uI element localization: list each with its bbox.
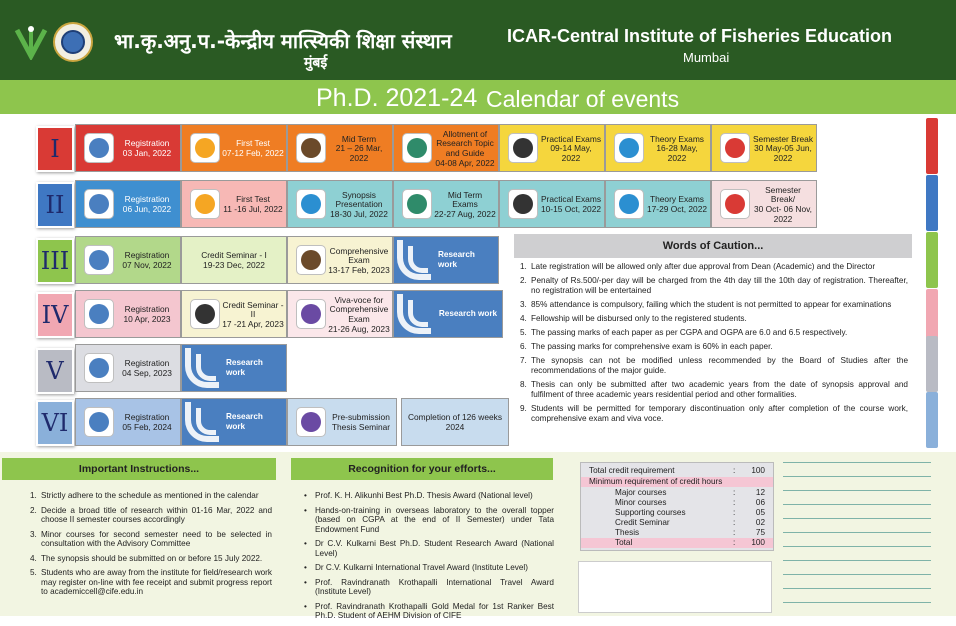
list-item: • Prof. Ravindranath Krothapalli International Travel Award (Institute Level) bbox=[304, 577, 554, 596]
list-item: 9. Students will be permitted for temporary discontinuation only after completion of the course work, comprehensive exam and viva voce. bbox=[520, 404, 908, 423]
event-date: 11 -16 Jul, 2022 bbox=[223, 204, 283, 214]
event-cell bbox=[499, 124, 605, 172]
list-item: 1. Late registration will be allowed only after due approval from Dean (Academic) and the Director bbox=[520, 262, 876, 271]
group-icon bbox=[296, 407, 326, 437]
event-date: 2024 bbox=[445, 422, 465, 432]
note-line bbox=[783, 602, 931, 603]
event-label: Registration bbox=[124, 194, 170, 205]
english-title: ICAR-Central Institute of Fisheries Education bbox=[507, 26, 893, 46]
recognition-list bbox=[304, 491, 554, 626]
registration-icon bbox=[84, 133, 114, 163]
recognition-heading: Recognition for your efforts... bbox=[291, 458, 553, 480]
program-title: Ph.D. 2021-24 bbox=[316, 84, 478, 112]
event-label: Mid Term Exams bbox=[447, 189, 483, 210]
research-work-cell bbox=[181, 398, 287, 446]
event-cell bbox=[287, 398, 397, 446]
event-date: 04 Sep, 2023 bbox=[122, 368, 172, 378]
event-date: 22-27 Aug, 2022 bbox=[434, 208, 496, 219]
event-label: Registration bbox=[124, 412, 170, 423]
event-date: 07 Nov, 2022 bbox=[122, 260, 172, 270]
list-item: • Hands-on-training in overseas laboratory to the overall topper (based on CGPA at the end of II Semester) under Tata Endowment Fund bbox=[304, 505, 554, 534]
event-date: 10-15 Oct, 2022 bbox=[540, 204, 602, 214]
event-cell bbox=[75, 124, 181, 172]
exam-person-icon bbox=[296, 133, 326, 163]
event-label: Theory Exams bbox=[650, 133, 704, 144]
seminar-icon bbox=[190, 299, 220, 329]
event-label: Comprehensive Exam bbox=[329, 245, 389, 266]
research-work-cell bbox=[181, 344, 287, 392]
table-row: Thesis : 75 bbox=[615, 528, 765, 537]
semester-numeral: II bbox=[36, 182, 74, 228]
instructions-list bbox=[30, 491, 272, 602]
event-date: 17-29 Oct, 2022 bbox=[646, 204, 708, 214]
event-cell bbox=[75, 398, 181, 446]
note-line bbox=[783, 560, 931, 561]
event-date: 03 Jan, 2022 bbox=[122, 148, 172, 158]
event-label: Credit Seminar - II bbox=[222, 299, 284, 320]
event-cell bbox=[181, 236, 287, 284]
english-city: Mumbai bbox=[683, 50, 730, 65]
research-work-cell bbox=[393, 290, 503, 338]
list-item: 1. Strictly adhere to the schedule as mentioned in the calendar bbox=[30, 491, 259, 500]
event-date: 19-23 Dec, 2022 bbox=[203, 260, 265, 270]
event-cell bbox=[711, 180, 817, 228]
list-item: • Prof. Ravindranath Krothapalli Gold Medal for 1st Ranker Best Ph.D. Student of AEHM Division of CIFE bbox=[304, 601, 554, 620]
event-date: 30 May-05 Jun, 2022 bbox=[754, 143, 812, 163]
event-label: Registration bbox=[124, 138, 170, 149]
event-cell bbox=[605, 180, 711, 228]
exam-paper-icon bbox=[614, 189, 644, 219]
hindi-title: भा.कृ.अनु.प.-केन्द्रीय मात्स्यिकी शिक्षा संस्थान bbox=[114, 29, 452, 53]
hindi-city: मुंबई bbox=[304, 55, 328, 71]
event-label: Theory Exams bbox=[650, 194, 704, 205]
list-item: 3. Minor courses for second semester need to be selected in consultation with the Advisory Committee bbox=[30, 529, 272, 548]
table-row: Total credit requirement : 100 bbox=[589, 466, 765, 475]
semester-numeral: I bbox=[36, 126, 74, 172]
event-label: Research work bbox=[438, 309, 498, 319]
event-label: First Test bbox=[236, 138, 270, 149]
event-date: 18-30 Jul, 2022 bbox=[330, 208, 388, 219]
event-label: Semester Break bbox=[752, 133, 814, 144]
event-date: 21-26 Aug, 2023 bbox=[328, 323, 390, 334]
side-tab bbox=[926, 392, 938, 448]
side-tab bbox=[926, 175, 938, 231]
event-cell bbox=[75, 236, 181, 284]
calendar-subtitle: Calendar of events bbox=[486, 86, 680, 112]
event-date: 21 – 26 Mar, 2022 bbox=[335, 143, 383, 163]
event-cell bbox=[181, 124, 287, 172]
event-label: Pre-submission Thesis Seminar bbox=[331, 412, 391, 432]
cife-logo-icon bbox=[53, 22, 93, 62]
registration-icon bbox=[84, 189, 114, 219]
pencil-icon bbox=[190, 189, 220, 219]
event-label: Viva-voce for Comprehensive Exam bbox=[329, 294, 389, 324]
document-icon bbox=[402, 133, 432, 163]
event-label: Research work bbox=[438, 250, 475, 269]
semester-numeral: III bbox=[36, 238, 74, 284]
event-date: 09-14 May, 2022 bbox=[550, 143, 592, 163]
event-label: Practical Exams bbox=[540, 133, 602, 144]
list-item: 4. Fellowship will be disbursed only to the registered students. bbox=[520, 314, 747, 323]
event-label: Registration bbox=[124, 250, 170, 261]
document-icon bbox=[402, 189, 432, 219]
event-date: 10 Apr, 2023 bbox=[123, 314, 171, 324]
list-item: 2. Decide a broad title of research within 01-16 Mar, 2022 and choose II semester courses accordingly bbox=[30, 505, 272, 524]
event-label: Credit Seminar - I bbox=[201, 250, 267, 261]
event-cell bbox=[75, 180, 181, 228]
table-row: Total : 100 bbox=[581, 538, 773, 548]
semester-numeral: VI bbox=[36, 400, 74, 446]
registration-icon bbox=[84, 245, 114, 275]
table-row: Credit Seminar : 02 bbox=[615, 518, 765, 527]
table-row: Minimum requirement of credit hours bbox=[581, 477, 773, 487]
headphones-icon bbox=[720, 133, 750, 163]
list-item: • Dr C.V. Kulkarni International Travel Award (Institute Level) bbox=[304, 563, 528, 572]
event-label: Semester Break/ bbox=[765, 184, 801, 205]
table-row: Major courses : 12 bbox=[615, 488, 765, 497]
event-label: Registration bbox=[124, 358, 170, 369]
semester-numeral: V bbox=[36, 348, 74, 394]
group-icon bbox=[296, 299, 326, 329]
headphones-icon bbox=[720, 189, 750, 219]
semester-numeral: IV bbox=[36, 292, 74, 338]
event-cell bbox=[287, 124, 393, 172]
registration-icon bbox=[84, 407, 114, 437]
note-line bbox=[783, 518, 931, 519]
caution-list bbox=[520, 262, 908, 428]
event-cell bbox=[75, 344, 181, 392]
caution-heading: Words of Caution... bbox=[514, 234, 912, 258]
exam-person-icon bbox=[296, 245, 326, 275]
credit-table bbox=[580, 462, 774, 551]
event-cell bbox=[401, 398, 509, 446]
event-cell bbox=[393, 180, 499, 228]
event-date: 16-28 May, 2022 bbox=[656, 143, 698, 163]
research-work-cell bbox=[393, 236, 499, 284]
registration-icon bbox=[84, 299, 114, 329]
note-line bbox=[783, 546, 931, 547]
presentation-icon bbox=[296, 189, 326, 219]
microscope-icon bbox=[508, 189, 538, 219]
note-line bbox=[783, 490, 931, 491]
event-label: First Test bbox=[236, 194, 270, 205]
event-cell bbox=[393, 124, 499, 172]
event-cell bbox=[711, 124, 817, 172]
event-date: 05 Feb, 2024 bbox=[122, 422, 172, 432]
event-cell bbox=[499, 180, 605, 228]
list-item: 5. The passing marks of each paper as per CGPA and OGPA are 6.0 and 6.5 respectively. bbox=[520, 328, 848, 337]
microscope-icon bbox=[508, 133, 538, 163]
icar-logo-icon bbox=[14, 24, 48, 60]
event-date: 30 Oct- 06 Nov, 2022 bbox=[753, 204, 813, 224]
event-cell bbox=[605, 124, 711, 172]
list-item: 3. 85% attendance is compulsory, failing which the student is not permitted to appear for examinations bbox=[520, 300, 892, 309]
table-row: Supporting courses : 05 bbox=[615, 508, 765, 517]
note-line bbox=[783, 504, 931, 505]
list-item: 4. The synopsis should be submitted on or before 15 July 2022. bbox=[30, 553, 263, 563]
event-label: Completion of 126 weeks bbox=[407, 412, 503, 423]
event-date: 07-12 Feb, 2022 bbox=[222, 148, 284, 158]
notes-box bbox=[578, 561, 772, 613]
list-item: 5. Students who are away from the institute for field/research work may register on-line with fee receipt and submit progress report to academiccell@cife.edu.in bbox=[30, 568, 272, 596]
event-date: 17 -21 Apr, 2023 bbox=[222, 318, 284, 329]
list-item: • Prof. K. H. Alikunhi Best Ph.D. Thesis Award (National level) bbox=[304, 491, 533, 500]
registration-icon bbox=[84, 353, 114, 383]
event-date: 13-17 Feb, 2023 bbox=[328, 264, 390, 275]
exam-paper-icon bbox=[614, 133, 644, 163]
instructions-heading: Important Instructions... bbox=[2, 458, 276, 480]
event-label: Research work bbox=[226, 358, 263, 377]
event-date: 06 Jun, 2022 bbox=[122, 204, 172, 214]
side-tab bbox=[926, 118, 938, 174]
title-band bbox=[0, 80, 956, 114]
list-item: • Dr C.V. Kulkarni Best Ph.D. Student Research Award (National Level) bbox=[304, 539, 554, 558]
list-item: 8. Thesis can only be submitted after two academic years from the date of synopsis approval and fulfilment of three academic years residential period and other formalities. bbox=[520, 380, 908, 399]
event-label: Practical Exams bbox=[540, 194, 602, 205]
event-label: Mid Term bbox=[341, 133, 377, 144]
side-tab bbox=[926, 232, 938, 288]
event-date: 04-08 Apr, 2022 bbox=[435, 157, 495, 168]
table-row: Minor courses : 06 bbox=[615, 498, 765, 507]
event-label: Registration bbox=[124, 304, 170, 315]
event-cell bbox=[287, 236, 393, 284]
list-item: 6. The passing marks for comprehensive exam is 60% in each paper. bbox=[520, 342, 773, 351]
event-cell bbox=[75, 290, 181, 338]
event-cell bbox=[287, 290, 393, 338]
side-tab bbox=[926, 336, 938, 392]
note-line bbox=[783, 532, 931, 533]
note-line bbox=[783, 476, 931, 477]
event-cell bbox=[181, 180, 287, 228]
event-label: Research work bbox=[226, 412, 263, 431]
event-label: Allotment of Research Topic and Guide bbox=[436, 128, 494, 158]
event-cell bbox=[287, 180, 393, 228]
list-item: 7. The synopsis can not be modified unless recommended by the Board of Studies after the recommendations of the major guide. bbox=[520, 356, 908, 375]
pencil-icon bbox=[190, 133, 220, 163]
note-line bbox=[783, 462, 931, 463]
note-line bbox=[783, 574, 931, 575]
event-cell bbox=[181, 290, 287, 338]
list-item: 2. Penalty of Rs.500/-per day will be charged from the 4th day till the 10th day of registration. Thereafter, no registration will be entertained bbox=[520, 276, 908, 295]
event-label: Synopsis Presentation bbox=[335, 189, 383, 210]
note-line bbox=[783, 588, 931, 589]
